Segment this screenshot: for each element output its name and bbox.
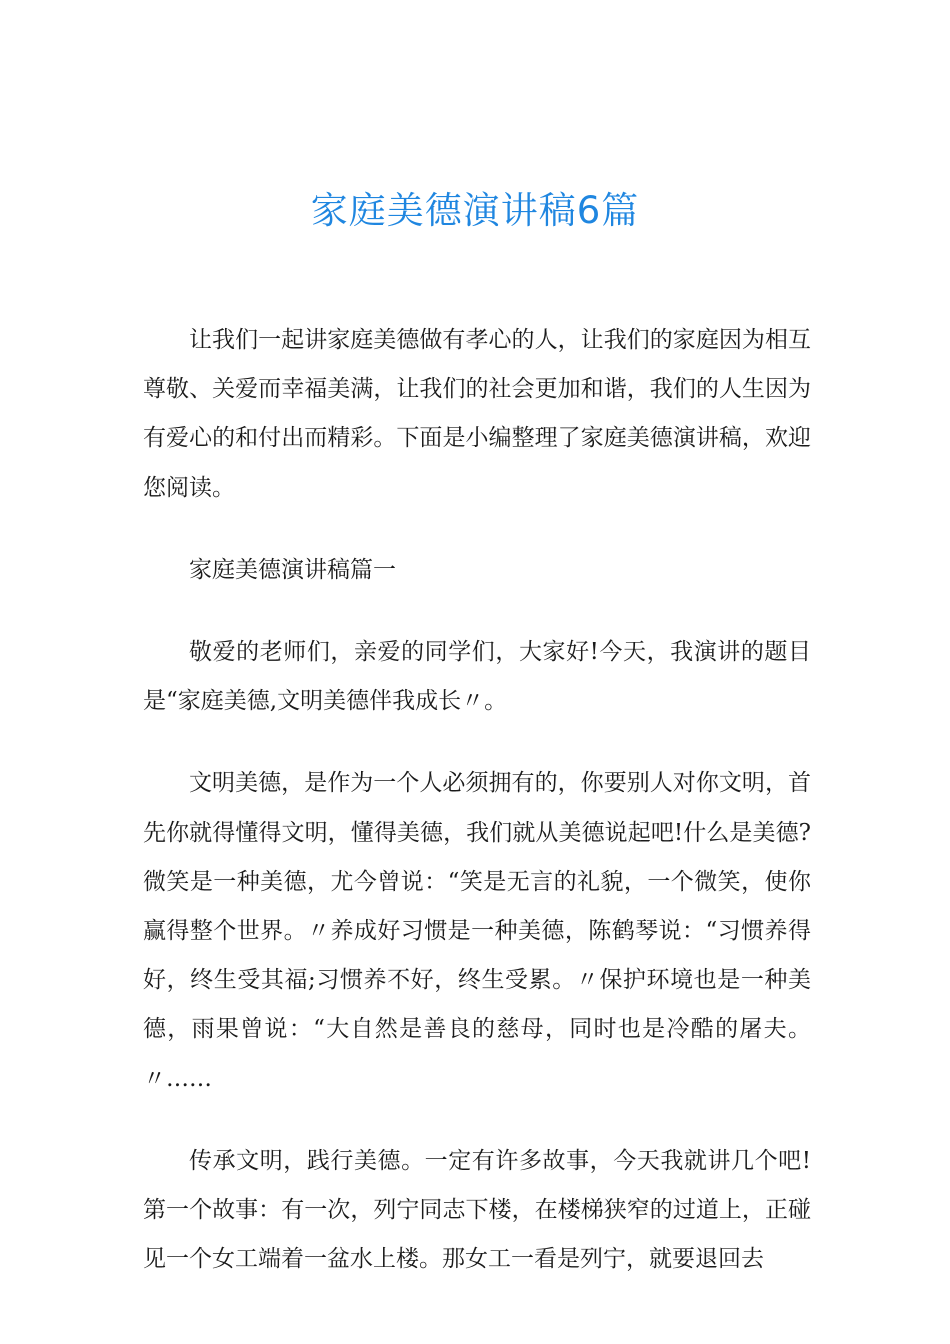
intro-paragraph: 让我们一起讲家庭美德做有孝心的人，让我们的家庭因为相互尊敬、关爱而幸福美满，让我们的社会更加和谐，我们的人生因为有爱心的和付出而精彩。下面是小编整理了家庭美德演讲稿，欢迎您阅读。: [143, 327, 811, 501]
document-body: [143, 316, 811, 1317]
section-heading: 家庭美德演讲稿篇一: [189, 556, 396, 583]
document-title: 家庭美德演讲稿6篇: [310, 189, 640, 232]
greeting-paragraph: 敬爱的老师们，亲爱的同学们，大家好!今天，我演讲的题目是“家庭美德,文明美德伴我成长〃。: [143, 639, 811, 715]
story-paragraph: 传承文明，践行美德。一定有许多故事，今天我就讲几个吧!第一个故事：有一次，列宁同志下楼，在楼梯狭窄的过道上，正碰见一个女工端着一盆水上楼。那女工一看是列宁，就要退回去: [143, 1147, 811, 1273]
virtue-paragraph: 文明美德，是作为一个人必须拥有的，你要别人对你文明，首先你就得懂得文明，懂得美德，我们就从美德说起吧!什么是美德?微笑是一种美德，尤今曾说：“笑是无言的礼貌，一个微笑，使你赢得整个世界。〃养成好习惯是一种美德，陈鹤琴说：“习惯养得好，终生受其福;习惯养不好，终生受累。〃保护环境也是一种美德，雨果曾说：“大自然是善良的慈母，同时也是冷酷的屠夫。〃……: [143, 770, 811, 1092]
